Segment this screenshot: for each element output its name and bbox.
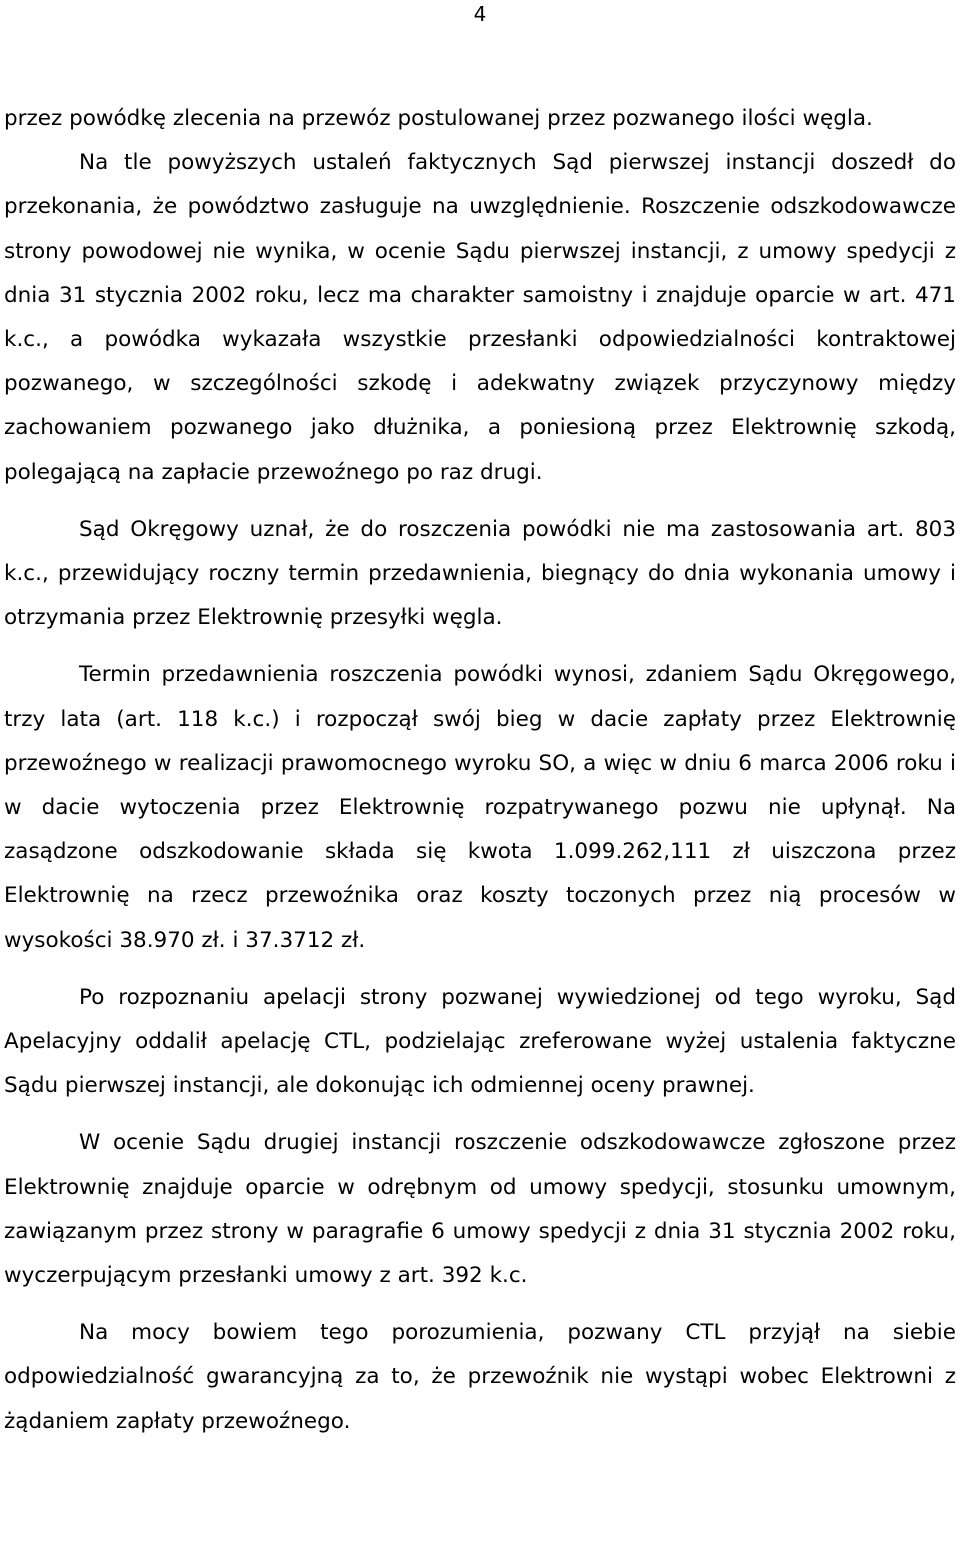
paragraph: Sąd Okręgowy uznał, że do roszczenia powódki nie ma zastosowania art. 803 k.c., przewidujący roczny termin przedawnienia, biegnący do dnia wykonania umowy i otrzymania przez Elektrownię przesyłki węgla. <box>4 516 956 631</box>
document-body <box>4 97 956 1444</box>
paragraph-continuation: przez powódkę zlecenia na przewóz postulowanej przez pozwanego ilości węgla. <box>4 106 873 131</box>
paragraph: W ocenie Sądu drugiej instancji roszczenie odszkodowawcze zgłoszone przez Elektrownię znajduje oparcie w odrębnym od umowy spedycji, stosunku umownym, zawiązanym przez strony w paragrafie 6 umowy spedycji z dnia 31 stycznia 2002 roku, wyczerpującym przesłanki umowy z art. 392 k.c. <box>4 1130 956 1289</box>
paragraph-gap <box>4 495 956 508</box>
paragraph: Po rozpoznaniu apelacji strony pozwanej wywiedzionej od tego wyroku, Sąd Apelacyjny oddalił apelację CTL, podzielając zreferowane wyżej ustalenia faktyczne Sądu pierwszej instancji, ale dokonując ich odmiennej oceny prawnej. <box>4 984 956 1099</box>
paragraph-gap <box>4 640 956 653</box>
paragraph-gap <box>4 1108 956 1121</box>
paragraph: Termin przedawnienia roszczenia powódki wynosi, zdaniem Sądu Okręgowego, trzy lata (art. 118 k.c.) i rozpoczął swój bieg w dacie zapłaty przez Elektrownię przewoźnego w realizacji prawomocnego wyroku SO, a więc w dniu 6 marca 2006 roku i w dacie wytoczenia przez Elektrownię rozpatrywanego pozwu nie upłynął. Na zasądzone odszkodowanie składa się kwota 1.099.262,111 zł uiszczona przez Elektrownię na rzecz przewoźnika oraz koszty toczonych przez nią procesów w wysokości 38.970 zł. i 37.3712 zł. <box>4 662 956 953</box>
paragraph: Na tle powyższych ustaleń faktycznych Sąd pierwszej instancji doszedł do przekonania, że powództwo zasługuje na uwzględnienie. Roszczenie odszkodowawcze strony powodowej nie wynika, w ocenie Sądu pierwszej instancji, z umowy spedycji z dnia 31 stycznia 2002 roku, lecz ma charakter samoistny i znajduje oparcie w art. 471 k.c., a powódka wykazała wszystkie przesłanki odpowiedzialności kontraktowej pozwanego, w szczególności szkodę i adekwatny związek przyczynowy między zachowaniem pozwanego jako dłużnika, a poniesioną przez Elektrownię szkodą, polegającą na zapłacie przewoźnego po raz drugi. <box>4 150 956 485</box>
page-number: 4 <box>473 2 487 26</box>
paragraph: Na mocy bowiem tego porozumienia, pozwany CTL przyjął na siebie odpowiedzialność gwarancyjną za to, że przewoźnik nie wystąpi wobec Elektrowni z żądaniem zapłaty przewoźnego. <box>4 1320 956 1434</box>
paragraph-gap <box>4 963 956 976</box>
paragraph-gap <box>4 1298 956 1311</box>
